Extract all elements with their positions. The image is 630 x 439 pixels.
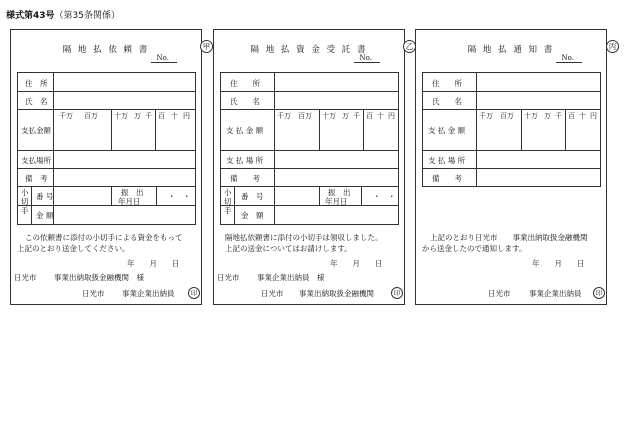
seal-glyph: 印 [188, 287, 200, 299]
form-article-note: （第35条関係） [54, 11, 120, 21]
seal-mark [391, 287, 403, 299]
label-amount: 支払金額 [21, 126, 51, 135]
label-transfer: 振 出 [328, 188, 351, 197]
signer: 事業出納取扱金融機関 [299, 289, 374, 298]
digit-label: 万 [134, 112, 141, 120]
digit-label: 百万 [500, 112, 514, 120]
copy-mark: 甲 [200, 40, 213, 53]
label-remarks: 備 考 [230, 174, 260, 183]
addressee-city: 日光市 [14, 273, 37, 282]
date-dots: ・ ・ [168, 192, 191, 201]
copy-mark: 丙 [606, 40, 619, 53]
label-check: 小切手 [224, 188, 232, 215]
label-name: 氏 名 [25, 97, 48, 106]
panel-request [10, 29, 202, 305]
label-check: 小切手 [21, 188, 29, 215]
digit-label: 百 [366, 112, 373, 120]
number-label: No. [359, 54, 372, 62]
addressee-city: 日光市 [217, 273, 240, 282]
seal-mark [188, 287, 200, 299]
digit-label: 百 [158, 112, 165, 120]
body-line: 上記のとおり日光市 事業出納取扱金融機関 [430, 233, 588, 242]
label-amount: 支 払 金 額 [428, 126, 466, 135]
label-name: 氏 名 [230, 97, 260, 106]
digit-label: 十万 [322, 112, 336, 120]
panel-title: 隔 地 払 依 頼 書 [62, 45, 150, 55]
digit-label: 千 [555, 112, 562, 120]
label-place: 支 払 場 所 [428, 156, 466, 165]
number-label: No. [561, 54, 574, 62]
label-issue-date: 年月日 [325, 197, 348, 206]
form-table [220, 72, 399, 225]
digit-label: 円 [183, 112, 190, 120]
label-place: 支 払 場 所 [226, 156, 264, 165]
signer-city: 日光市 [261, 289, 284, 298]
panel-title: 隔 地 払 通 知 書 [467, 45, 555, 55]
digit-label: 十万 [524, 112, 538, 120]
digit-label: 千万 [479, 112, 493, 120]
label-address: 住 所 [432, 79, 462, 88]
label-place: 支払場所 [21, 156, 51, 165]
panel-receipt [213, 29, 405, 305]
date-line: 年 月 日 [532, 259, 585, 268]
date-line: 年 月 日 [330, 259, 383, 268]
label-amount: 支 払 金 額 [226, 126, 264, 135]
panel-notice [415, 29, 607, 305]
label-issue-date: 年月日 [118, 197, 141, 206]
copy-mark: 乙 [403, 40, 416, 53]
body-line: この依頼書に添付の小切手による資金をもって [25, 233, 183, 242]
number-label: No. [156, 54, 169, 62]
digit-label: 千万 [277, 112, 291, 120]
digit-label: 千 [353, 112, 360, 120]
seal-glyph: 印 [391, 287, 403, 299]
form-number: 様式第43号 [6, 11, 55, 21]
digit-label: 百万 [84, 112, 98, 120]
digit-label: 十 [377, 112, 384, 120]
digit-label: 千万 [59, 112, 73, 120]
signer-city: 日光市 [488, 289, 511, 298]
addressee: 事業企業出納員 様 [257, 273, 325, 282]
digit-label: 十万 [114, 112, 128, 120]
digit-label: 円 [590, 112, 597, 120]
signer: 事業企業出納員 [122, 289, 175, 298]
label-address: 住 所 [25, 79, 48, 88]
digit-label: 万 [544, 112, 551, 120]
addressee: 事業出納取扱金融機関 様 [54, 273, 144, 282]
date-dots: ・ ・ [373, 192, 396, 201]
digit-label: 十 [171, 112, 178, 120]
label-transfer: 振 出 [121, 188, 144, 197]
form-table [17, 72, 196, 225]
digit-label: 百万 [298, 112, 312, 120]
digit-label: 百 [568, 112, 575, 120]
panel-title: 隔 地 払 資 金 受 託 書 [250, 45, 368, 55]
label-check-amount: 金 額 [241, 211, 264, 220]
signer: 事業企業出納員 [529, 289, 582, 298]
seal-glyph: 印 [593, 287, 605, 299]
label-address: 住 所 [230, 79, 260, 88]
form-header [6, 8, 120, 21]
digit-label: 十 [579, 112, 586, 120]
label-check-number: 番 号 [36, 192, 54, 201]
form-table [422, 72, 601, 187]
date-line: 年 月 日 [127, 259, 180, 268]
label-remarks: 備 考 [25, 174, 48, 183]
digit-label: 万 [342, 112, 349, 120]
body-line: 隔地払依頼書に添付の小切手は領収しました。 [225, 233, 383, 242]
body-line: 上記のとおり送金してください。 [17, 244, 130, 253]
digit-label: 円 [388, 112, 395, 120]
label-check-number: 番 号 [241, 192, 264, 201]
body-line: から送金したので通知します。 [422, 244, 527, 253]
label-remarks: 備 考 [432, 174, 462, 183]
label-name: 氏 名 [432, 97, 462, 106]
digit-label: 千 [145, 112, 152, 120]
body-line: 上記の送金についてはお請けします。 [225, 244, 352, 253]
signer-city: 日光市 [82, 289, 105, 298]
seal-mark [593, 287, 605, 299]
label-check-amount: 金 額 [36, 211, 54, 220]
